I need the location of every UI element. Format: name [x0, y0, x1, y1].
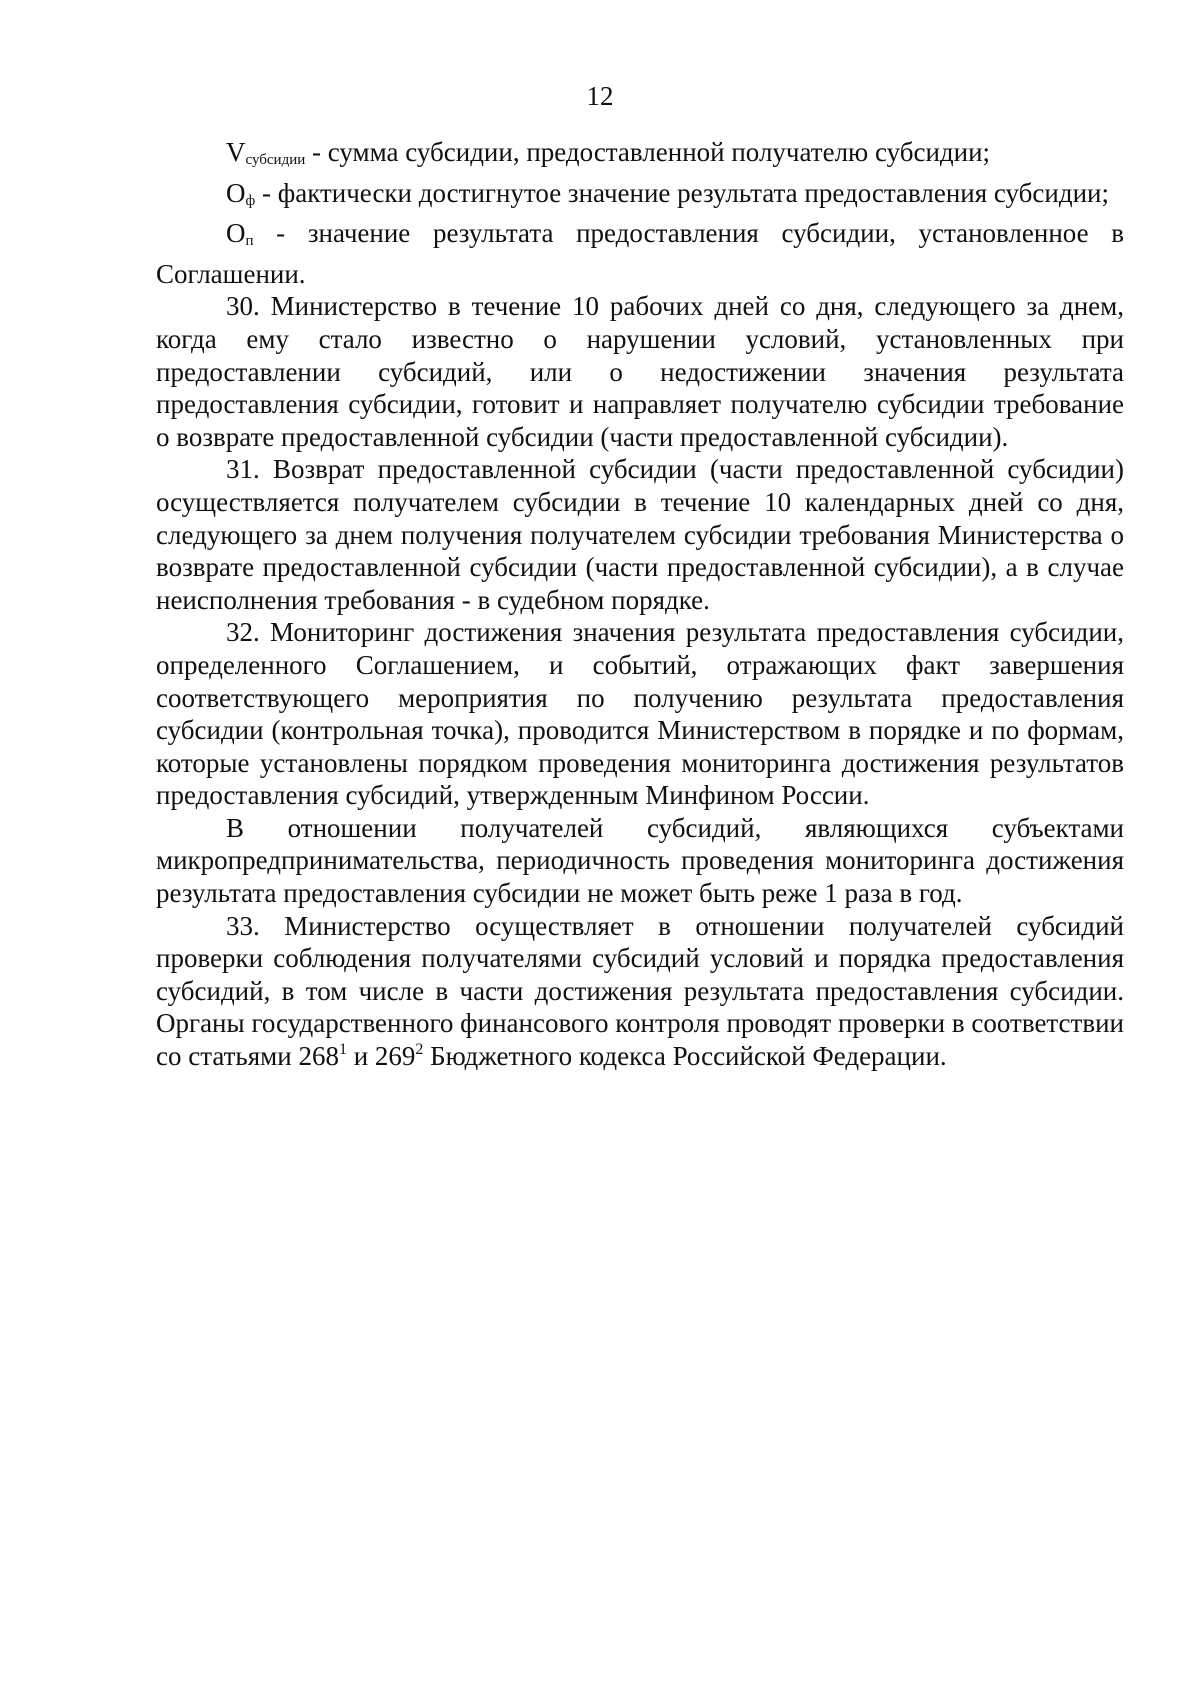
paragraph-33-text-middle: и 269	[346, 1041, 416, 1072]
paragraph-31: 31. Возврат предоставленной субсидии (части предоставленной субсидии) осуществляется получателем субсидии в течение 10 календарных дней со дня, следующего за днем получения получателем субсидии требования Министерства о возврате предоставленной субсидии (части предоставленной субсидии), а в случае неисполнения требования - в судебном порядке.	[156, 454, 1124, 615]
definition-v-subsidy	[156, 136, 1124, 177]
paragraph-33-text-after: Бюджетного кодекса Российской Федерации.	[423, 1041, 947, 1072]
symbol-o-p: О	[226, 218, 246, 249]
symbol-o-f-subscript: ф	[245, 192, 256, 209]
paragraph-33	[156, 910, 1124, 1073]
paragraph-32: 32. Мониторинг достижения значения результата предоставления субсидии, определенного Соглашением, и событий, отражающих факт завершения соответствующего мероприятия по получению результата предоставления субсидии (контрольная точка), проводится Министерством в порядке и по формам, которые установлены порядком проведения мониторинга достижения результатов предоставления субсидий, утвержденным Минфином России.	[156, 617, 1124, 811]
definition-o-p-text: - значение результата предоставления субсидии, установленное в Соглашении.	[156, 218, 1124, 289]
page-number: 12	[586, 81, 614, 111]
definition-o-f-text: - фактически достигнутое значение результата предоставления субсидии;	[255, 177, 1109, 208]
article-269-superscript: 2	[415, 1041, 424, 1059]
symbol-o-p-subscript: п	[245, 233, 254, 250]
document-body	[156, 136, 1124, 1073]
symbol-o-f: О	[226, 177, 246, 208]
paragraph-30: 30. Министерство в течение 10 рабочих дней со дня, следующего за днем, когда ему стало известно о нарушении условий, установленных при предоставлении субсидий, или о недостижении значения результата предоставления субсидии, готовит и направляет получателю субсидии требование о возврате предоставленной субсидии (части предоставленной субсидии).	[156, 291, 1124, 452]
article-268-superscript: 1	[338, 1041, 347, 1059]
symbol-v-subscript: субсидии	[245, 152, 306, 168]
definition-o-f	[156, 177, 1124, 218]
paragraph-32-micro: В отношении получателей субсидий, являющихся субъектами микропредпринимательства, периодичность проведения мониторинга достижения результата предоставления субсидии не может быть реже 1 раза в год.	[156, 812, 1124, 909]
symbol-v: V	[226, 137, 246, 167]
definition-o-p	[156, 217, 1124, 290]
paragraph-33-text-before: 33. Министерство осуществляет в отношении получателей субсидий проверки соблюдения получателями субсидий условий и порядка предоставления субсидий, в том числе в части достижения результата предоставления субсидии. Органы государственного финансового контроля проводят проверки в соответствии со статьями 268	[156, 910, 1124, 1072]
definition-v-text: - сумма субсидии, предоставленной получателю субсидии;	[305, 137, 991, 167]
